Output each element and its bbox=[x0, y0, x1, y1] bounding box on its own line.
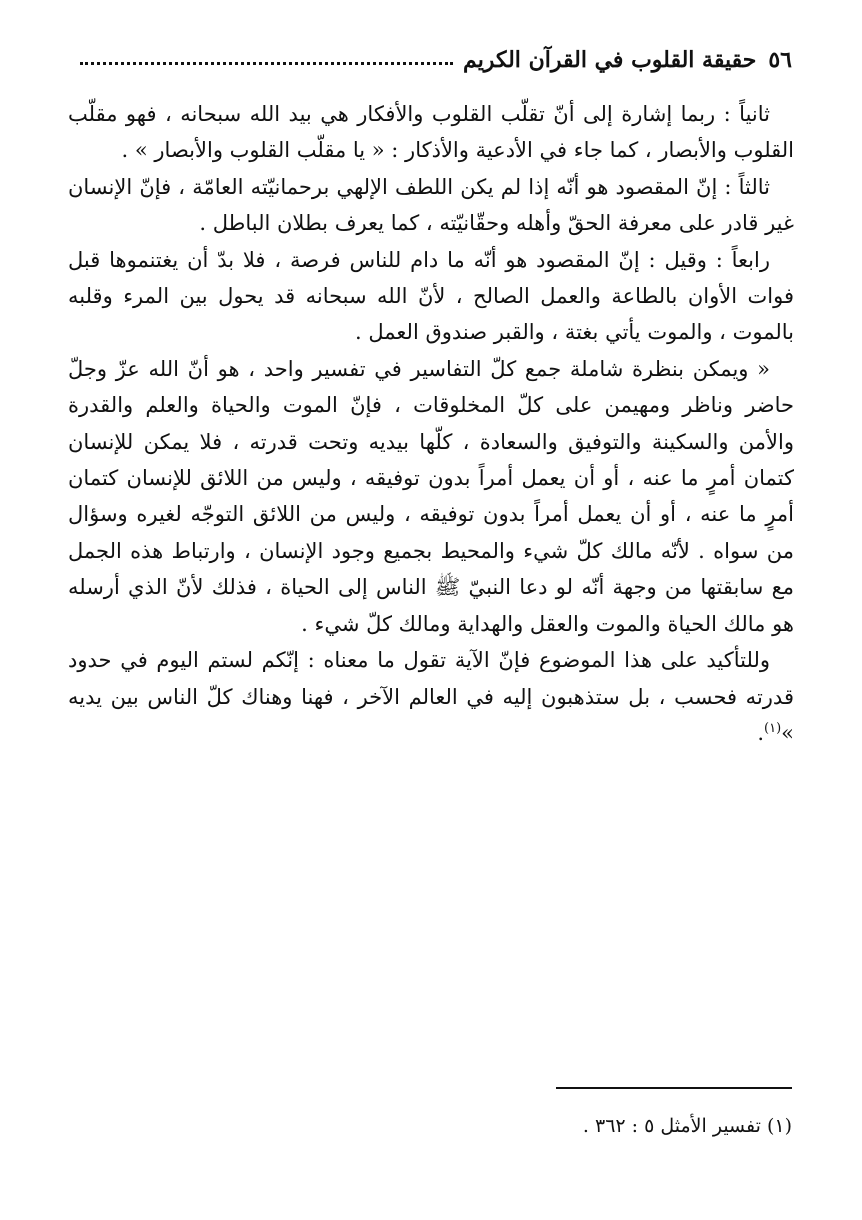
body-text bbox=[68, 96, 794, 751]
footnote: (١) تفسير الأمثل ٥ : ٣٦٢ . bbox=[582, 1115, 792, 1137]
paragraph-quotation: « ويمكن بنظرة شاملة جمع كلّ التفاسير في تفسير واحد ، هو أنّ الله عزّ وجلّ حاضر وناظر ومهيمن على كلّ المخلوقات ، فإنّ الموت والحياة والعلم والقدرة والأمن والسكينة والتوفيق والسعادة ، كلّها بيديه وتحت قدرته ، فلا يمكن للإنسان كتمان أمرٍ ما عنه ، أو أن يعمل أمراً بدون توفيقه ، وليس من اللائق للإنسان كتمان أمرٍ ما عنه ، أو أن يعمل أمراً بدون توفيقه ، وليس من اللائق التوجّه لغيره وسؤال من سواه . لأنّه مالك كلّ شيء والمحيط بجميع وجود الإنسان ، وارتباط هذه الجمل مع سابقتها من وجهة أنّه لو دعا النبيّ ﷺ الناس إلى الحياة ، فذلك لأنّ الذي أرسله هو مالك الحياة والموت والعقل والهداية ومالك كلّ شيء . bbox=[68, 356, 794, 636]
header-dot-leader bbox=[80, 62, 453, 65]
paragraph-emphasis bbox=[68, 642, 794, 751]
paragraph-emphasis-text: وللتأكيد على هذا الموضوع فإنّ الآية تقول ما معناه : إنّكم لستم اليوم في حدود قدرته فحسب ، بل ستذهبون إليه في العالم الآخر ، فهنا وهناك كلّ الناس بين يديه » bbox=[68, 648, 794, 745]
paragraph-fourth: رابعاً : وقيل : إنّ المقصود هو أنّه ما دام للناس فرصة ، فلا بدّ أن يغتنموها قبل فوات الأوان بالطاعة والعمل الصالح ، لأنّ الله سبحانه قد يحول بين المرء وقلبه بالموت ، والموت يأتي بغتة ، والقبر صندوق العمل . bbox=[68, 247, 794, 345]
footnote-separator bbox=[556, 1087, 792, 1089]
paragraph-second: ثانياً : ربما إشارة إلى أنّ تقلّب القلوب والأفكار هي بيد الله سبحانه ، فهو مقلّب القلوب والأبصار ، كما جاء في الأدعية والأذكار : « يا مقلّب القلوب والأبصار » . bbox=[68, 102, 794, 163]
page-number: ٥٦ bbox=[768, 47, 792, 73]
running-title: حقيقة القلوب في القرآن الكريم bbox=[463, 47, 757, 73]
paragraph-third: ثالثاً : إنّ المقصود هو أنّه إذا لم يكن اللطف الإلهي برحمانيّته العامّة ، فإنّ الإنسان غير قادر على معرفة الحقّ وأهله وحقّانيّته ، كما يعرف بطلان الباطل . bbox=[68, 174, 794, 236]
paragraph-end-period: . bbox=[757, 720, 764, 745]
page-header bbox=[70, 40, 792, 80]
footnote-marker: (١) bbox=[764, 720, 782, 736]
